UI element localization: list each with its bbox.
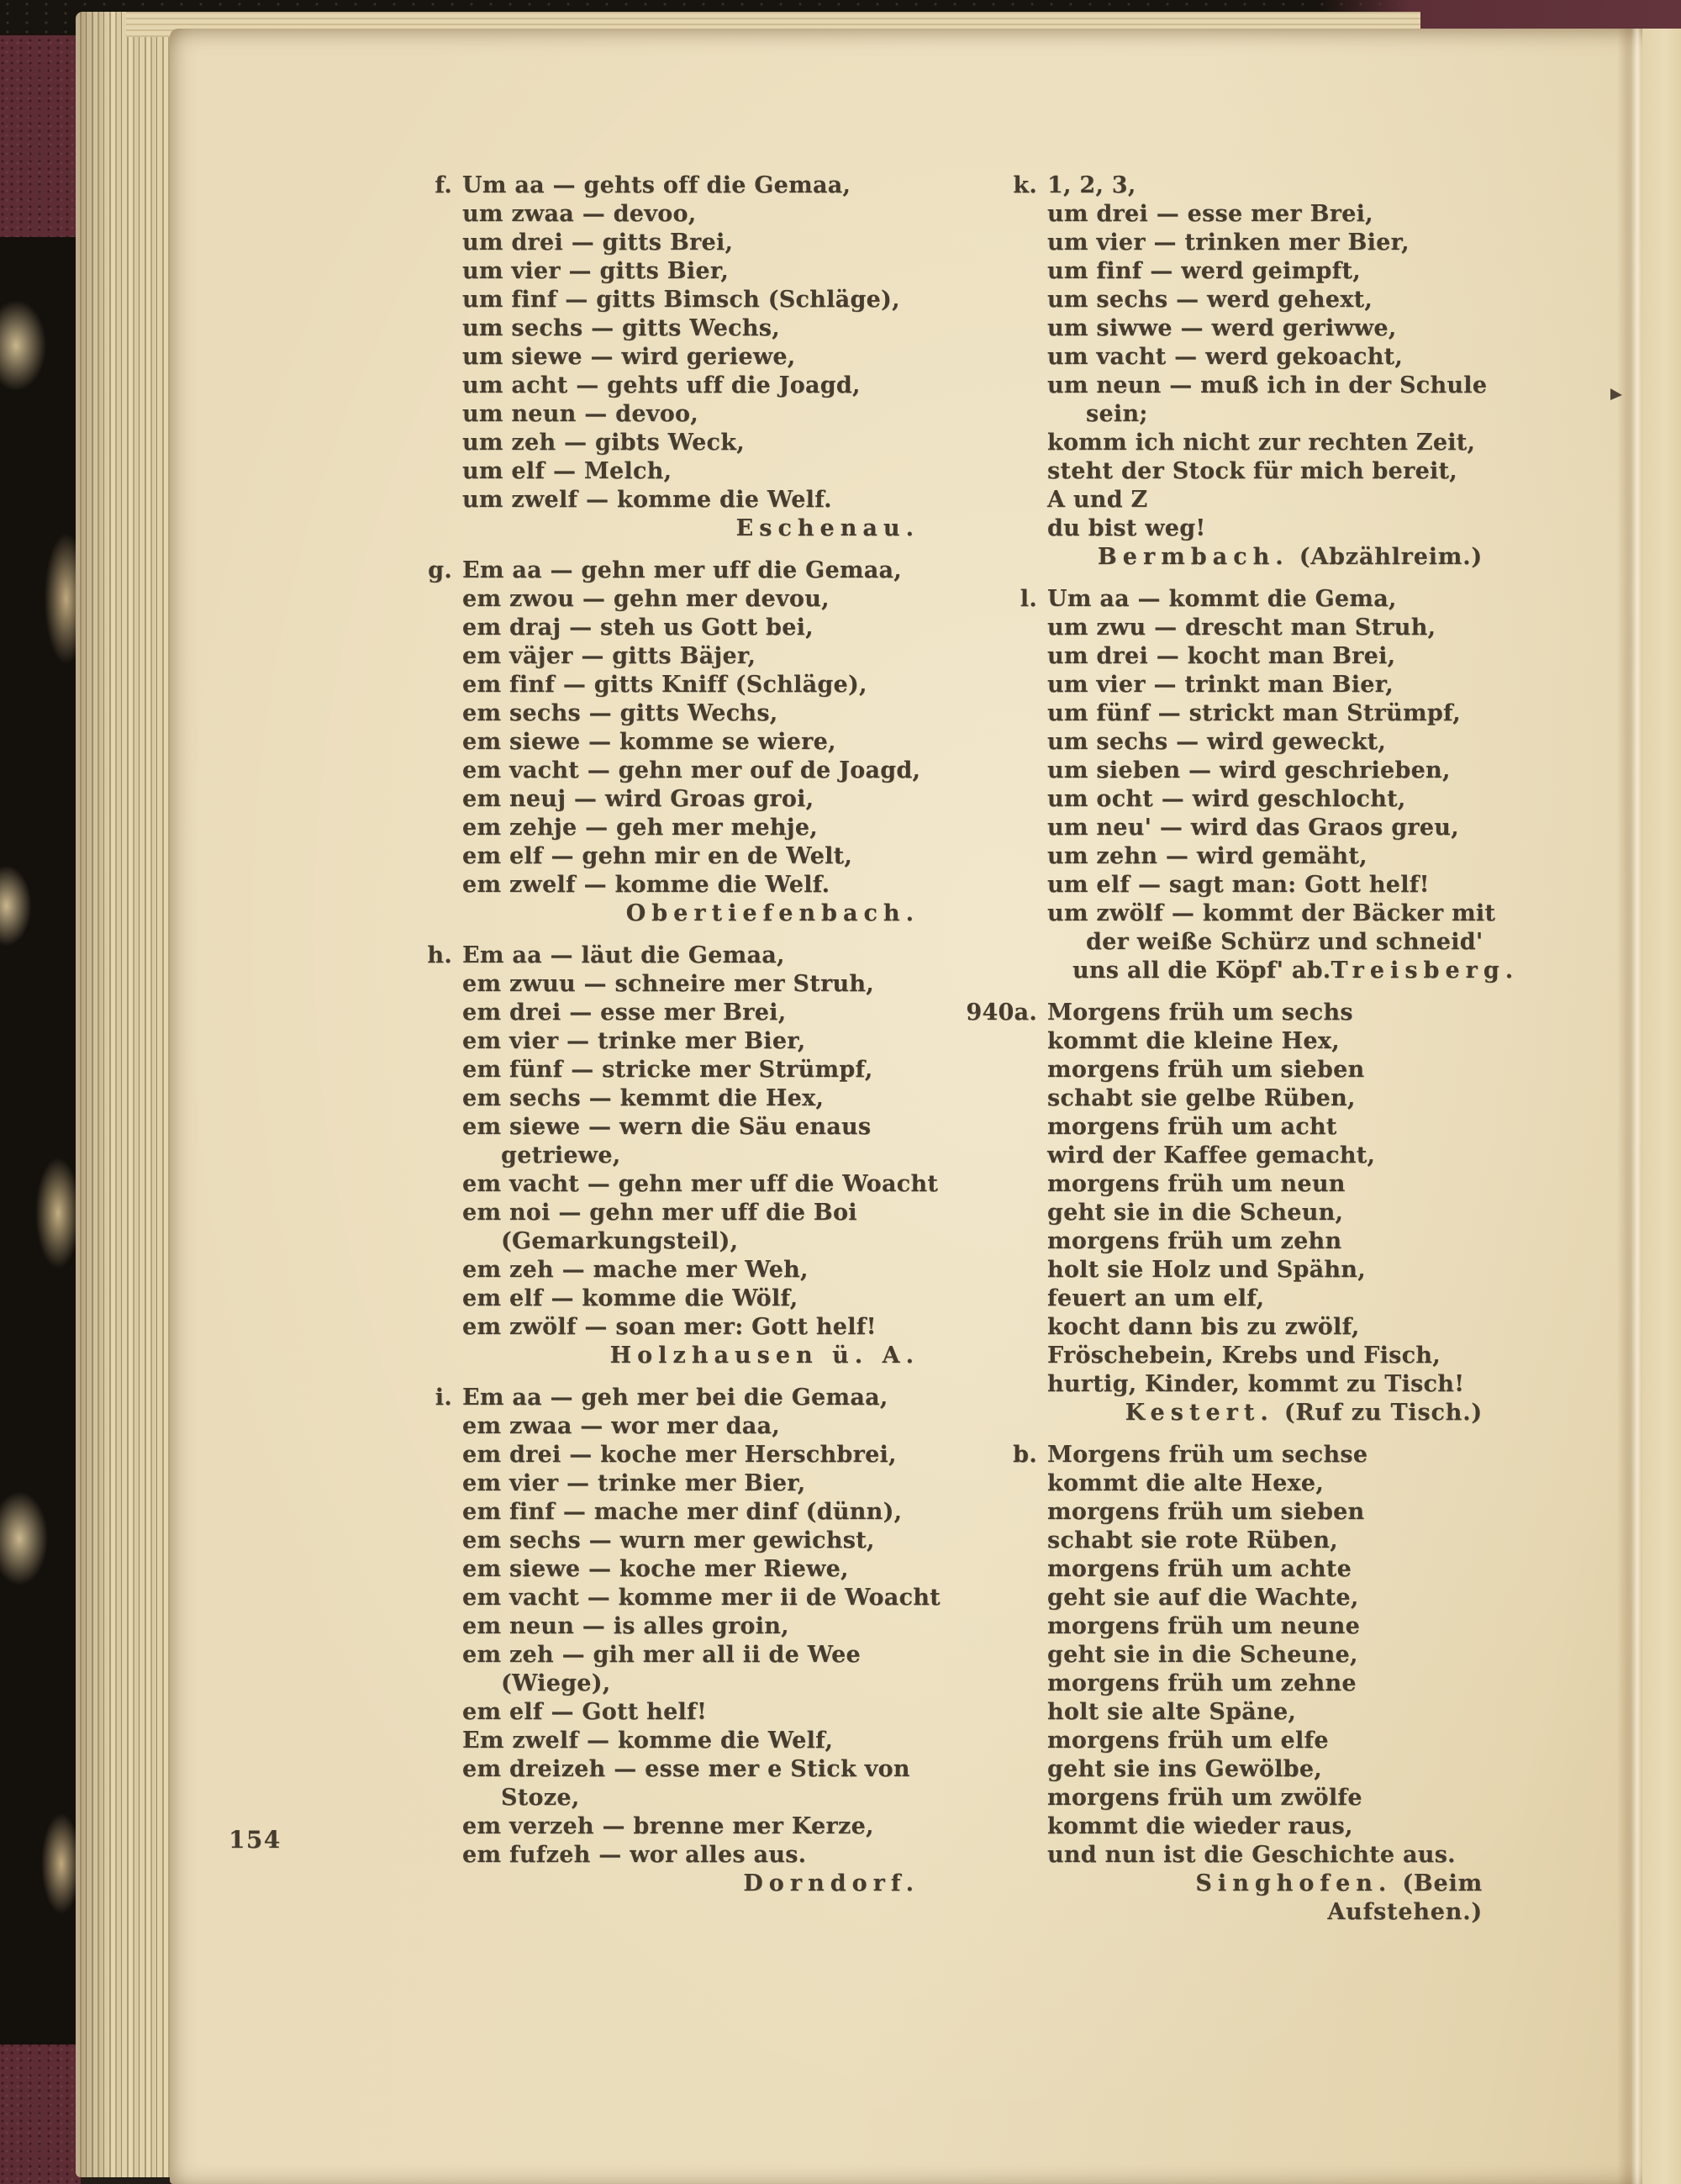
verse-text: em vacht — gehn mer ouf de Joagd, [462, 757, 921, 783]
verse-line [1047, 671, 1488, 699]
verse-line [966, 999, 1488, 1027]
verse-line [427, 942, 925, 970]
verse-line [1047, 871, 1488, 899]
verse-line [1047, 785, 1488, 814]
verse-line [462, 671, 925, 699]
verse-text: geht sie auf die Wachte, [1047, 1585, 1359, 1611]
verse-line [462, 1727, 925, 1755]
verse-text: morgens früh um acht [1047, 1114, 1337, 1140]
verse-text: em zwelf — komme die Welf. [462, 872, 830, 898]
verse-line [1047, 1285, 1488, 1313]
verse-text: um neun — devoo, [462, 401, 698, 427]
left-column [427, 171, 941, 1912]
rhyme-section-i [435, 1384, 941, 1898]
verse-text: em finf — gitts Kniff (Schläge), [462, 672, 867, 698]
verse-text: um drei — kocht man Brei, [1047, 643, 1396, 669]
verse-text: geht sie in die Scheun, [1047, 1200, 1344, 1226]
rhyme-section-h [427, 942, 939, 1370]
rhyme-section-k [1013, 171, 1488, 572]
verse-line [462, 1142, 925, 1170]
verse-text: em zwölf — soan mer: Gott helf! [462, 1314, 877, 1340]
verse-line [1047, 372, 1488, 400]
verse-text: morgens früh um achte [1047, 1556, 1352, 1582]
verse-text: getriewe, [501, 1142, 621, 1168]
verse-text: um zwölf — kommt der Bäcker mit [1047, 900, 1496, 926]
verse-line [462, 1498, 925, 1527]
page-notch [1610, 388, 1622, 400]
verse-line [462, 585, 925, 614]
verse-text: um zwaa — devoo, [462, 201, 697, 227]
gutter-fold [1617, 29, 1642, 2184]
verse-line [1047, 200, 1488, 229]
place-name: Eschenau. [735, 515, 920, 541]
verse-line [462, 1313, 925, 1342]
verse-line [1047, 899, 1496, 928]
verse-text: kommt die kleine Hex, [1047, 1028, 1340, 1054]
attribution [1047, 1399, 1488, 1427]
verse-line [1047, 1612, 1488, 1641]
verse-text: em vier — trinke mer Bier, [462, 1028, 806, 1054]
verse-line [1047, 1527, 1488, 1555]
section-label: f. [435, 172, 452, 198]
verse-text: Em aa — gehn mer uff die Gemaa, [462, 557, 902, 583]
verse-line [462, 429, 925, 457]
verse-line [1047, 1641, 1488, 1670]
verse-text: um elf — Melch, [462, 458, 672, 484]
verse-line [462, 1199, 925, 1227]
verse-line [1047, 1142, 1488, 1170]
verse-text: em siewe — koche mer Riewe, [462, 1556, 849, 1582]
verse-line [1047, 343, 1488, 372]
verse-text: em finf — mache mer dinf (dünn), [462, 1499, 903, 1525]
verse-line [428, 557, 925, 585]
verse-text: um vier — gitts Bier, [462, 258, 730, 284]
verse-text: um siwwe — werd geriwwe, [1047, 315, 1397, 341]
verse-line [1047, 699, 1488, 728]
marbled-board [0, 237, 81, 2044]
attribution [462, 1870, 925, 1898]
verse-text: um elf — sagt man: Gott helf! [1047, 872, 1430, 898]
verse-text: A und Z [1047, 487, 1148, 513]
verse-line [1047, 514, 1488, 543]
attribution [462, 1342, 925, 1370]
verse-text: kocht dann bis zu zwölf, [1047, 1314, 1360, 1340]
verse-text: geht sie in die Scheune, [1047, 1642, 1358, 1668]
verse-line [462, 757, 925, 785]
verse-line [1047, 286, 1488, 314]
verse-text: Um aa — gehts off die Gemaa, [462, 172, 851, 198]
place-name: Holzhausen ü. A. [609, 1343, 920, 1369]
verse-line [1047, 1555, 1488, 1584]
verse-line [1047, 614, 1488, 642]
verse-line [1047, 457, 1488, 486]
verse-text: morgens früh um neun [1047, 1171, 1346, 1197]
section-label: b. [1013, 1442, 1037, 1468]
verse-text: um sechs — werd gehext, [1047, 287, 1373, 313]
verse-line [462, 314, 925, 343]
verse-line [462, 871, 925, 899]
attribution [1047, 543, 1488, 572]
verse-line [462, 486, 925, 514]
verse-line [1047, 1113, 1488, 1142]
verse-text: hurtig, Kinder, kommt zu Tisch! [1047, 1371, 1465, 1397]
verse-line [462, 229, 925, 257]
verse-text: feuert an um elf, [1047, 1285, 1265, 1311]
verse-line [1047, 1698, 1488, 1727]
verse-line [1047, 1027, 1488, 1056]
verse-text: em siewe — wern die Säu enaus [462, 1114, 872, 1140]
verse-text: Em aa — läut die Gemaa, [462, 942, 785, 968]
verse-line [1047, 1256, 1488, 1285]
verse-line [462, 642, 925, 671]
place-name: Treisberg. [1331, 957, 1520, 984]
verse-text: schabt sie gelbe Rüben, [1047, 1085, 1356, 1111]
verse-text: kommt die alte Hexe, [1047, 1470, 1325, 1496]
verse-line [1047, 1084, 1488, 1113]
verse-text: holt sie alte Späne, [1047, 1699, 1297, 1725]
verse-line [462, 286, 925, 314]
verse-line [462, 1170, 939, 1199]
verse-line [1047, 1755, 1488, 1784]
verse-line [462, 842, 925, 871]
verse-text: em vier — trinke mer Bier, [462, 1470, 806, 1496]
verse-text: Em aa — geh mer bei die Gemaa, [462, 1385, 888, 1411]
verse-text: um ocht — wird geschlocht, [1047, 786, 1406, 812]
verse-line [1047, 728, 1488, 757]
verse-line [1047, 1584, 1488, 1612]
verse-line [1047, 400, 1488, 429]
verse-text: wird der Kaffee gemacht, [1047, 1142, 1376, 1168]
verse-line [462, 343, 925, 372]
verse-line [1047, 229, 1488, 257]
verse-text: holt sie Holz und Spähn, [1047, 1257, 1366, 1283]
verse-line [462, 1027, 925, 1056]
verse-line [1047, 1784, 1488, 1812]
verse-text: um neu' — wird das Graos greu, [1047, 815, 1459, 841]
attribution [462, 899, 925, 928]
verse-line [462, 970, 925, 999]
verse-text: du bist weg! [1047, 515, 1206, 541]
verse-line [1047, 486, 1488, 514]
verse-text: um vier — trinken mer Bier, [1047, 229, 1410, 256]
verse-text: um fünf — strickt man Strümpf, [1047, 700, 1461, 726]
verse-text: um sieben — wird geschrieben, [1047, 757, 1451, 783]
verse-text: em zwaa — wor mer daa, [462, 1413, 780, 1439]
verse-text: sein; [1086, 401, 1148, 427]
verse-line [462, 614, 925, 642]
verse-text: Stoze, [501, 1785, 580, 1811]
verse-line [1047, 957, 1520, 985]
verse-line [1047, 1841, 1488, 1870]
verse-text: morgens früh um zehn [1047, 1228, 1342, 1254]
place-name: Singhofen. [1195, 1870, 1393, 1896]
verse-line [435, 171, 925, 200]
verse-line [462, 1555, 925, 1584]
verse-line [435, 1384, 925, 1412]
verse-text: em zehje — geh mer mehje, [462, 815, 818, 841]
verse-text: um siewe — wird geriewe, [462, 344, 796, 370]
verse-line [1047, 1227, 1488, 1256]
verse-line [462, 1285, 925, 1313]
rhyme-section-l [1020, 585, 1520, 985]
verse-text: em fünf — stricke mer Strümpf, [462, 1057, 873, 1083]
attribution-note: (Ruf zu Tisch.) [1283, 1400, 1483, 1426]
verse-text: em elf — komme die Wölf, [462, 1285, 798, 1311]
verse-line [1047, 429, 1488, 457]
verse-line [462, 1441, 925, 1469]
verse-text: em sechs — wurn mer gewichst, [462, 1527, 875, 1554]
verse-text: morgens früh um sieben [1047, 1499, 1365, 1525]
verse-line [1047, 1498, 1488, 1527]
verse-text: um acht — gehts uff die Joagd, [462, 372, 861, 398]
book-page [170, 29, 1681, 2184]
verse-line [462, 699, 925, 728]
attribution [462, 514, 925, 543]
verse-text: komm ich nicht zur rechten Zeit, [1047, 430, 1476, 456]
verse-text: em elf — Gott helf! [462, 1699, 708, 1725]
verse-line [462, 785, 925, 814]
verse-text: um zwu — drescht man Struh, [1047, 615, 1436, 641]
verse-text: um sechs — wird geweckt, [1047, 729, 1387, 755]
verse-text: Morgens früh um sechse [1047, 1442, 1368, 1468]
verse-text: schabt sie rote Rüben, [1047, 1527, 1338, 1554]
attribution-note: (Beim Aufstehen.) [1327, 1870, 1483, 1925]
verse-line [1047, 314, 1488, 343]
verse-line [1047, 1812, 1488, 1841]
rhyme-section-940a [966, 999, 1488, 1427]
verse-text: em vacht — gehn mer uff die Woacht [462, 1171, 939, 1197]
verse-line [462, 1227, 925, 1256]
attribution [1047, 1870, 1488, 1927]
section-label: h. [427, 942, 452, 968]
verse-text: um vacht — werd gekoacht, [1047, 344, 1404, 370]
verse-text: em vacht — komme mer ii de Woacht [462, 1585, 941, 1611]
verse-text: em zwou — gehn mer devou, [462, 586, 830, 612]
verse-text: morgens früh um zehne [1047, 1670, 1357, 1696]
verse-text: morgens früh um elfe [1047, 1728, 1329, 1754]
verse-text: Um aa — kommt die Gema, [1047, 586, 1397, 612]
verse-text: der weiße Schürz und schneid' [1086, 929, 1483, 955]
verse-text: um zehn — wird gemäht, [1047, 843, 1367, 869]
verse-text: um finf — gitts Bimsch (Schläge), [462, 287, 900, 313]
verse-line [462, 372, 925, 400]
verse-line [462, 728, 925, 757]
gutter-page-curl [1642, 29, 1681, 2184]
verse-text: 1, 2, 3, [1047, 172, 1136, 198]
verse-text: em verzeh — brenne mer Kerze, [462, 1813, 874, 1839]
verse-text: um finf — werd geimpft, [1047, 258, 1361, 284]
right-column [966, 171, 1520, 1940]
verse-line [1047, 1056, 1488, 1084]
verse-text: und nun ist die Geschichte aus. [1047, 1842, 1456, 1868]
verse-line [1047, 1342, 1488, 1370]
verse-line [462, 1412, 925, 1441]
verse-text: em väjer — gitts Bäjer, [462, 643, 756, 669]
place-name: Kestert. [1125, 1400, 1274, 1426]
verse-text: um vier — trinkt man Bier, [1047, 672, 1394, 698]
section-label: i. [435, 1385, 452, 1411]
section-label: g. [428, 557, 452, 583]
verse-text: em noi — gehn mer uff die Boi [462, 1200, 857, 1226]
verse-line [462, 1056, 925, 1084]
verse-line [462, 1469, 925, 1498]
verse-text: steht der Stock für mich bereit, [1047, 458, 1457, 484]
verse-line [1047, 928, 1488, 957]
place-name: Bermbach. [1097, 544, 1289, 570]
verse-line [462, 257, 925, 286]
verse-line [1047, 814, 1488, 842]
verse-text: Em zwelf — komme die Welf, [462, 1728, 834, 1754]
verse-line [462, 1670, 925, 1698]
verse-line [1047, 842, 1488, 871]
verse-line [462, 1841, 925, 1870]
verse-line [462, 1256, 925, 1285]
verse-line [462, 1784, 925, 1812]
place-name: Obertiefenbach. [625, 900, 920, 926]
verse-text: em draj — steh us Gott bei, [462, 615, 814, 641]
verse-line [1047, 1199, 1488, 1227]
rhyme-section-g [428, 557, 925, 928]
verse-line [462, 1084, 925, 1113]
page-number: 154 [229, 1826, 282, 1854]
verse-line [462, 400, 925, 429]
place-name: Dorndorf. [743, 1870, 920, 1896]
verse-text: em fufzeh — wor alles aus. [462, 1842, 807, 1868]
verse-text: kommt die wieder raus, [1047, 1813, 1353, 1839]
verse-line [462, 200, 925, 229]
verse-line [1013, 1441, 1488, 1469]
verse-text: um zwelf — komme die Welf. [462, 487, 832, 513]
verse-line [1047, 642, 1488, 671]
verse-text: em neun — is alles groin, [462, 1613, 789, 1639]
verse-text: em sechs — kemmt die Hex, [462, 1085, 825, 1111]
verse-text: em elf — gehn mir en de Welt, [462, 843, 853, 869]
verse-text: em drei — esse mer Brei, [462, 1000, 787, 1026]
verse-text: em neuj — wird Groas groi, [462, 786, 814, 812]
verse-line [462, 457, 925, 486]
verse-line [462, 1612, 925, 1641]
verse-line [462, 999, 925, 1027]
verse-text: um drei — gitts Brei, [462, 229, 734, 256]
verse-text: morgens früh um zwölfe [1047, 1785, 1362, 1811]
verse-line [462, 814, 925, 842]
verse-text: um neun — muß ich in der Schule [1047, 372, 1488, 398]
verse-text: geht sie ins Gewölbe, [1047, 1756, 1322, 1782]
verse-line [462, 1641, 925, 1670]
verse-text: em zeh — mache mer Weh, [462, 1257, 809, 1283]
verse-line [462, 1584, 941, 1612]
verse-text: morgens früh um sieben [1047, 1057, 1365, 1083]
verse-line [1020, 585, 1488, 614]
verse-text: um sechs — gitts Wechs, [462, 315, 780, 341]
verse-line [462, 1812, 925, 1841]
verse-text: um zeh — gibts Weck, [462, 430, 745, 456]
verse-text: uns all die Köpf' ab. [1072, 957, 1331, 984]
section-label: l. [1020, 586, 1037, 612]
verse-line [462, 1527, 925, 1555]
verse-line [1047, 1170, 1488, 1199]
verse-line [462, 1698, 925, 1727]
verse-text: (Wiege), [501, 1670, 611, 1696]
rhyme-section-b [1013, 1441, 1488, 1927]
verse-text: em siewe — komme se wiere, [462, 729, 836, 755]
verse-line [1047, 1370, 1488, 1399]
verse-text: um drei — esse mer Brei, [1047, 201, 1373, 227]
verse-line [462, 1755, 925, 1784]
verse-text: (Gemarkungsteil), [501, 1228, 739, 1254]
rhyme-section-f [435, 171, 925, 543]
section-label: 940a. [966, 1000, 1037, 1026]
attribution-note: (Abzählreim.) [1299, 544, 1483, 570]
verse-line [1047, 1313, 1488, 1342]
verse-text: Fröschebein, Krebs und Fisch, [1047, 1343, 1441, 1369]
verse-line [1013, 171, 1488, 200]
verse-line [1047, 1727, 1488, 1755]
verse-text: em drei — koche mer Herschbrei, [462, 1442, 897, 1468]
verse-line [462, 1113, 925, 1142]
verse-text: em dreizeh — esse mer e Stick von [462, 1756, 910, 1782]
verse-line [1047, 1469, 1488, 1498]
verse-text: em zeh — gih mer all ii de Wee [462, 1642, 861, 1668]
verse-line [1047, 257, 1488, 286]
verse-line [1047, 757, 1488, 785]
verse-line [1047, 1670, 1488, 1698]
verse-text: Morgens früh um sechs [1047, 1000, 1353, 1026]
verse-text: morgens früh um neune [1047, 1613, 1361, 1639]
section-label: k. [1013, 172, 1037, 198]
verse-text: em sechs — gitts Wechs, [462, 700, 778, 726]
verse-text: em zwuu — schneire mer Struh, [462, 971, 874, 997]
